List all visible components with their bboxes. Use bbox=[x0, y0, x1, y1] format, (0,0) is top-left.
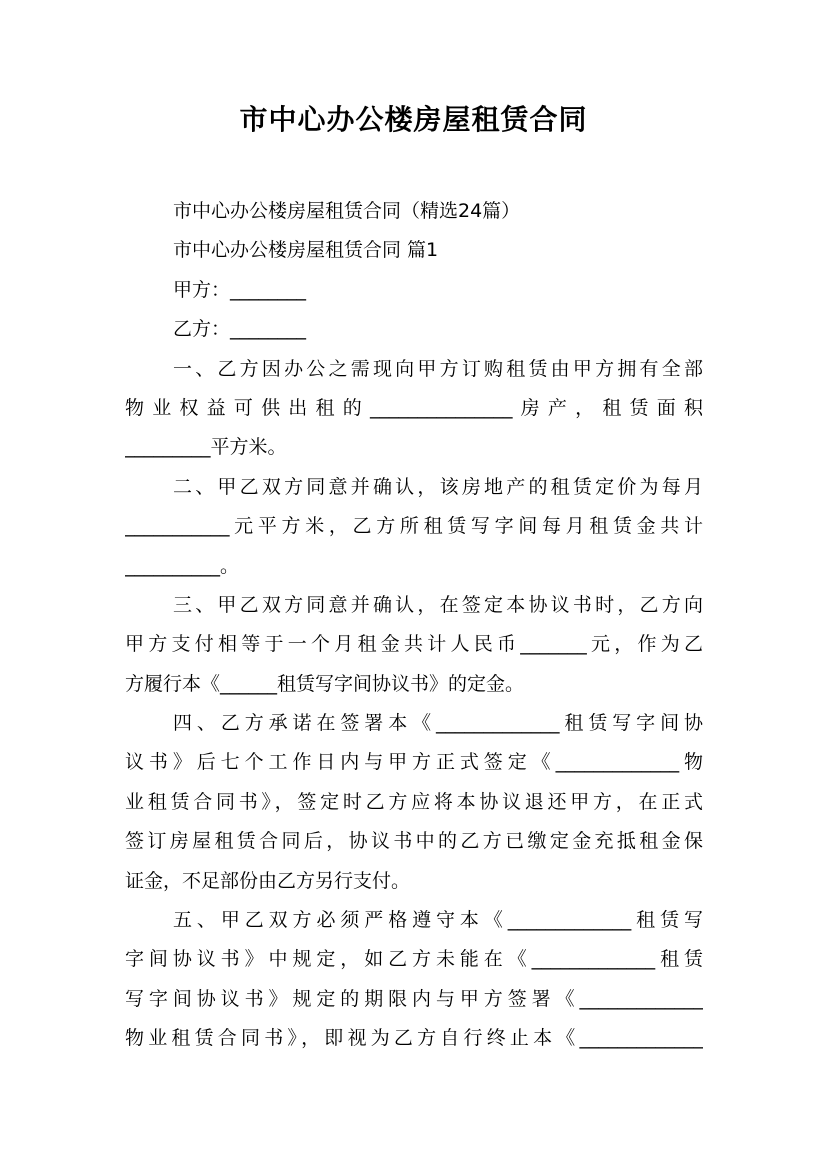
body-line: 物业权益可供出租的_______________房产，租赁面积 bbox=[125, 396, 703, 419]
body-line: 五、甲乙双方必须严格遵守本《_____________租赁写 bbox=[173, 909, 703, 932]
body-line: 乙方：________ bbox=[173, 318, 307, 341]
body-line: 市中心办公楼房屋租赁合同（精选24篇） bbox=[173, 200, 521, 222]
body-line: 业租赁合同书》，签定时乙方应将本协议退还甲方，在正式 bbox=[125, 790, 703, 813]
body-line: 市中心办公楼房屋租赁合同 篇1 bbox=[173, 239, 439, 262]
body-line: 字间协议书》中规定，如乙方未能在《_____________租赁 bbox=[125, 948, 703, 971]
body-line: 方履行本《______租赁写字间协议书》的定金。 bbox=[125, 672, 525, 695]
body-line: 甲方：________ bbox=[173, 278, 307, 301]
body-line: 三、甲乙双方同意并确认，在签定本协议书时，乙方向 bbox=[173, 593, 703, 616]
body-line: __________。 bbox=[125, 554, 240, 577]
body-line: 写字间协议书》规定的期限内与甲方签署《_____________ bbox=[125, 987, 703, 1010]
body-line: _________平方米。 bbox=[125, 436, 287, 459]
body-line: 甲方支付相等于一个月租金共计人民币_______元，作为乙 bbox=[125, 633, 703, 656]
body-line: 四、乙方承诺在签署本《_____________租赁写字间协 bbox=[173, 712, 703, 735]
body-line: 议书》后七个工作日内与甲方正式签定《_____________物 bbox=[125, 751, 703, 774]
document-title: 市中心办公楼房屋租赁合同 bbox=[239, 103, 588, 136]
body-line: 物业租赁合同书》，即视为乙方自行终止本《_____________ bbox=[125, 1027, 703, 1050]
document-body bbox=[125, 192, 703, 1059]
body-line: 证金，不足部份由乙方另行支付。 bbox=[125, 869, 411, 892]
body-line: 一、乙方因办公之需现向甲方订购租赁由甲方拥有全部 bbox=[173, 357, 703, 380]
body-line: 签订房屋租赁合同后，协议书中的乙方已缴定金充抵租金保 bbox=[125, 830, 703, 853]
body-line: 二、甲乙双方同意并确认，该房地产的租赁定价为每月 bbox=[173, 475, 703, 498]
body-line: ___________元平方米，乙方所租赁写字间每月租赁金共计 bbox=[125, 515, 703, 538]
